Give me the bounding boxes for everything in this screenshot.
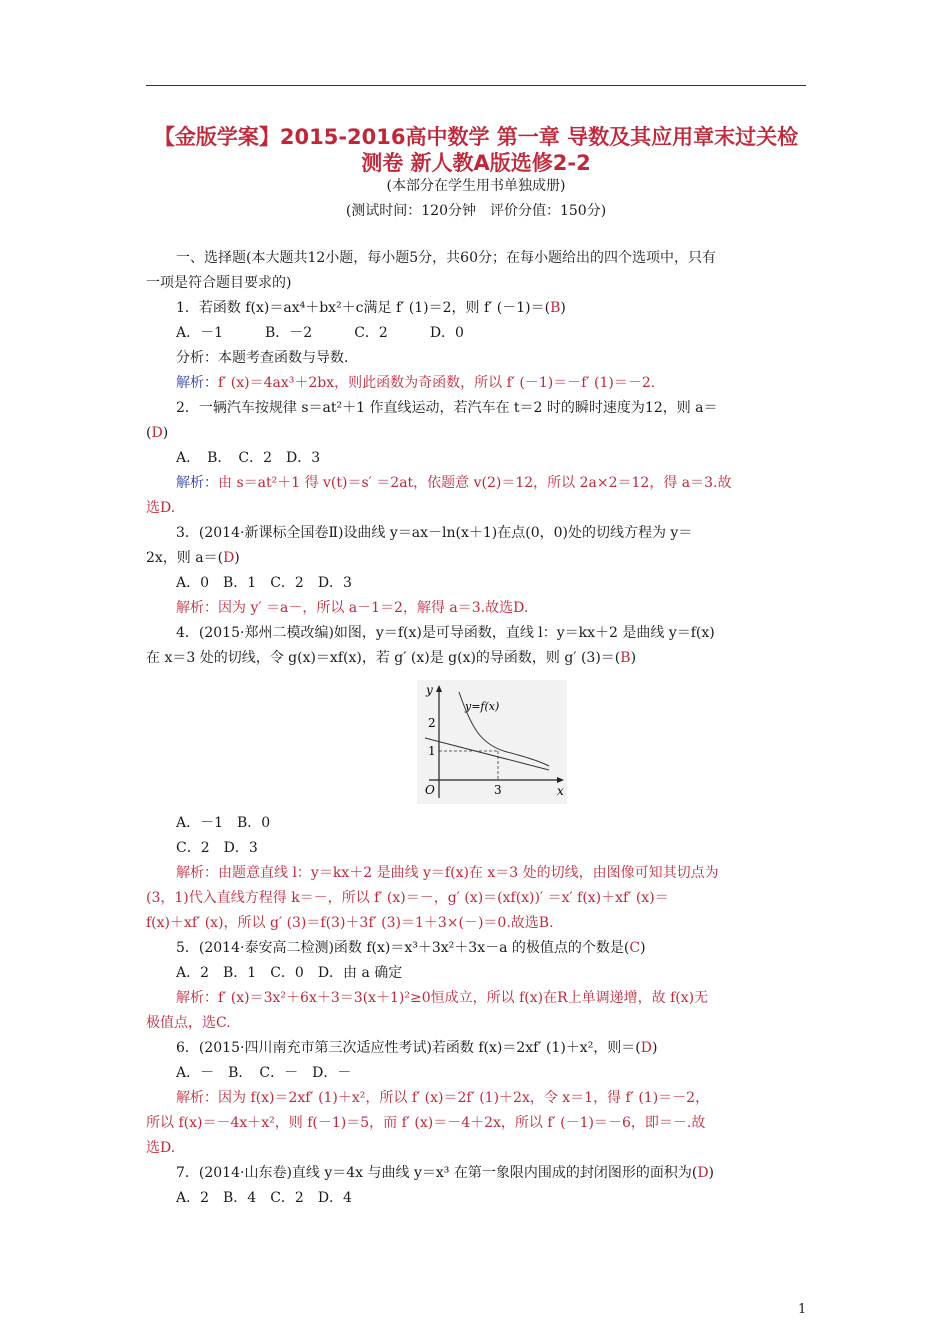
q3-answer: D	[223, 550, 235, 566]
q6-solution: 解析：因为 f(x)＝2xf′ (1)＋x²，所以 f′ (x)＝2f′ (1)＋2x，令 x＝1，得 f′ (1)＝－2，	[176, 1090, 710, 1106]
q6-answer: D	[640, 1040, 653, 1056]
q7-options: A．2 B．4 C．2 D．4	[176, 1190, 352, 1206]
q4-answer: B	[620, 650, 631, 666]
header-rule	[146, 85, 806, 86]
tick-x-3: 3	[494, 783, 502, 797]
q5-stem: 5．(2014·泰安高二检测)函数 f(x)＝x³＋3x²＋3x－a 的极值点的个数是(C)	[176, 940, 646, 956]
q2-options: A． B． C．2 D．3	[176, 450, 321, 466]
q2-solution: 解析：由 s＝at²＋1 得 v(t)＝s′ ＝2at，依题意 v(2)＝12，所以 2a×2＝12，得 a＝3.故	[176, 475, 732, 491]
note: (本部分在学生用书单独成册)	[386, 178, 566, 194]
q2-answer: D	[151, 425, 163, 441]
q2-stem-cont: (D)	[146, 425, 169, 441]
q3-stem: 3．(2014·新课标全国卷Ⅱ)设曲线 y＝ax－ln(x＋1)在点(0，0)处的切线方程为 y＝	[176, 525, 693, 541]
q5-solution: 解析：f′ (x)＝3x²＋6x＋3＝3(x＋1)²≥0恒成立，所以 f(x)在R上单调递增，故 f(x)无	[176, 990, 709, 1006]
x-axis-label: x	[557, 784, 564, 798]
q5-answer: C	[629, 940, 641, 956]
document-title-line-2: 测卷 新人教A版选修2-2	[361, 151, 591, 175]
page-number: 1	[798, 1302, 807, 1317]
q4-function-graph	[417, 680, 567, 804]
q6-stem: 6．(2015·四川南充市第三次适应性考试)若函数 f(x)＝2xf′ (1)＋x²，则＝(D)	[176, 1040, 658, 1056]
q5-solution-cont: 极值点，选C.	[146, 1015, 231, 1031]
document-title-line-1: 【金版学案】2015-2016高中数学 第一章 导数及其应用章末过关检	[153, 125, 799, 149]
q7-stem: 7．(2014·山东卷)直线 y＝4x 与曲线 y＝x³ 在第一象限内围成的封闭图形的面积为(D)	[176, 1165, 715, 1181]
q3-solution: 解析：因为 y′ ＝a－，所以 a－1＝2，解得 a＝3.故选D.	[176, 600, 529, 616]
q6-solution-cont-2: 选D.	[146, 1140, 176, 1156]
q5-options: A．2 B．1 C．0 D．由 a 确定	[176, 965, 403, 981]
y-axis-arrow	[436, 685, 442, 692]
q7-answer: D	[697, 1165, 709, 1181]
q1-solution: 解析：f′ (x)＝4ax³＋2bx，则此函数为奇函数，所以 f′ (－1)＝－f′ (1)＝－2.	[176, 375, 656, 391]
q1-stem: 1．若函数 f(x)＝ax⁴＋bx²＋c满足 f′ (1)＝2，则 f′ (－1)＝(B)	[176, 300, 566, 316]
tick-y-2: 2	[428, 716, 436, 730]
q6-options: A．－ B． C．－ D．－	[176, 1065, 352, 1081]
q4-stem: 4．(2015·郑州二模改编)如图，y＝f(x)是可导函数，直线 l：y＝kx＋2 是曲线 y＝f(x)	[176, 625, 715, 641]
test-info: (测试时间：120分钟 评价分值：150分)	[345, 203, 607, 219]
q3-stem-cont: 2x，则 a＝(D)	[146, 550, 240, 566]
tick-y-1: 1	[428, 744, 436, 758]
q1-options: A．－1 B．－2 C．2 D．0	[176, 325, 464, 341]
section-heading: 一、选择题(本大题共12小题，每小题5分，共60分；在每小题给出的四个选项中，只有	[176, 250, 716, 266]
q4-solution: 解析：由题意直线 l：y＝kx＋2 是曲线 y＝f(x)在 x＝3 处的切线，由图像可知其切点为	[176, 865, 719, 881]
x-axis-arrow	[557, 777, 564, 783]
section-heading-cont: 一项是符合题目要求的)	[146, 275, 292, 291]
origin-label: O	[425, 783, 435, 797]
curve-label: y=f(x)	[465, 700, 500, 713]
q6-solution-cont: 所以 f(x)＝－4x＋x²，则 f(－1)＝5，而 f′ (x)＝－4＋2x，所以 f′ (－1)＝－6，即＝－.故	[146, 1115, 706, 1131]
q2-stem: 2．一辆汽车按规律 s＝at²＋1 作直线运动，若汽车在 t＝2 时的瞬时速度为12，则 a＝	[176, 400, 718, 416]
q4-solution-cont: (3，1)代入直线方程得 k＝－，所以 f′ (x)＝－，g′ (x)＝(xf(x))′ ＝x′ f(x)＋xf′ (x)＝	[146, 890, 669, 906]
q4-stem-cont: 在 x＝3 处的切线，令 g(x)＝xf(x)，若 g′ (x)是 g(x)的导函数，则 g′ (3)＝(B)	[146, 650, 637, 666]
y-axis-label: y	[426, 683, 433, 697]
q1-answer: B	[550, 300, 561, 316]
q4-options-cont: C．2 D．3	[176, 840, 258, 856]
q2-solution-cont: 选D.	[146, 500, 176, 516]
q4-solution-cont-2: f(x)＋xf′ (x)，所以 g′ (3)＝f(3)＋3f′ (3)＝1＋3×(－)＝0.故选B.	[146, 915, 554, 931]
q1-analysis: 分析：本题考查函数与导数．	[176, 350, 358, 366]
q3-options: A．0 B．1 C．2 D．3	[176, 575, 352, 591]
q4-options: A．－1 B．0	[176, 815, 271, 831]
